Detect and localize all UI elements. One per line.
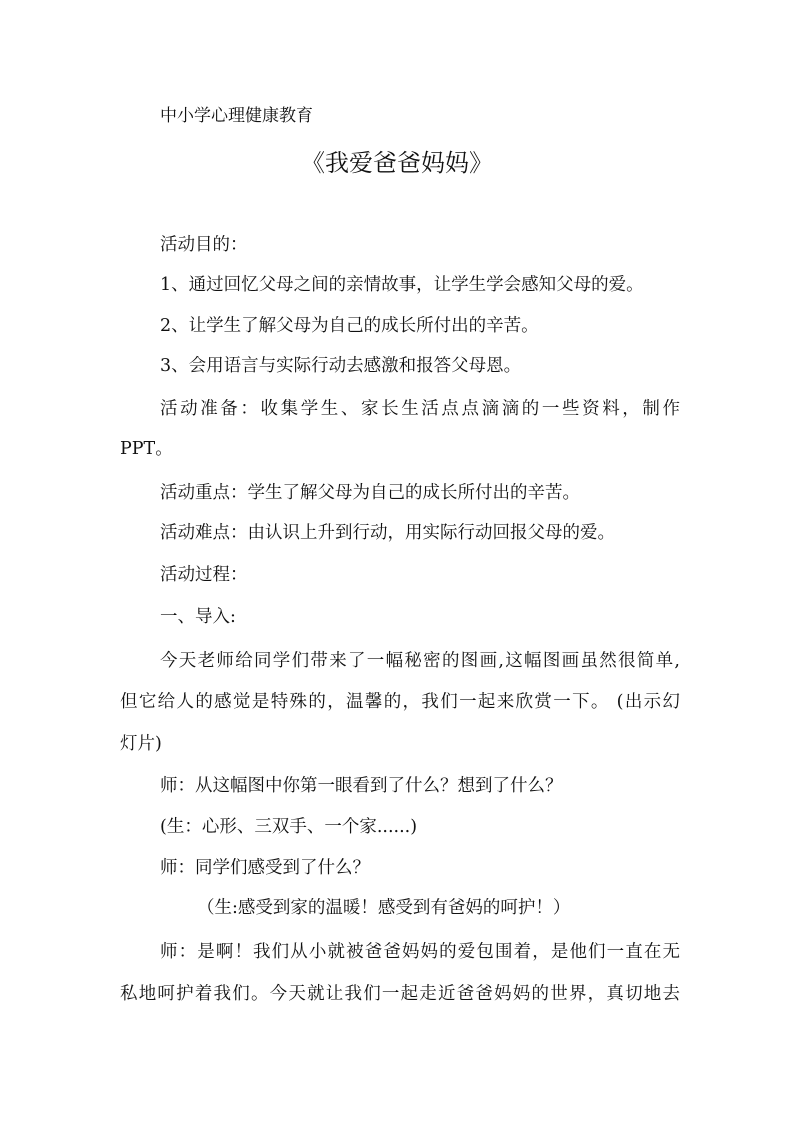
difficulty-point: 活动难点：由认识上升到行动，用实际行动回报父母的爱。 xyxy=(160,523,615,543)
intro-paragraph-line-3: 灯片) xyxy=(120,734,162,754)
preparation-line-2: PPT。 xyxy=(120,439,173,459)
document-title: 《我爱爸爸妈妈》 xyxy=(301,149,493,177)
student-answer-2: （生:感受到家的温暖！感受到有爸妈的呵护！） xyxy=(197,898,571,918)
teacher-response-line-2: 私地呵护着我们。今天就让我们一起走近爸爸妈妈的世界，真切地去 xyxy=(120,984,680,1004)
intro-paragraph-line-1: 今天老师给同学们带来了一幅秘密的图画,这幅图画虽然很简单, xyxy=(160,651,680,671)
process-heading: 活动过程： xyxy=(160,565,248,585)
key-point: 活动重点：学生了解父母为自己的成长所付出的辛苦。 xyxy=(160,483,580,503)
goal-item-2: 2、让学生了解父母为自己的成长所付出的辛苦。 xyxy=(160,316,539,336)
teacher-response-line-1: 师：是啊！我们从小就被爸爸妈妈的爱包围着，是他们一直在无 xyxy=(160,942,680,962)
section-1-heading: 一、导入: xyxy=(160,607,236,627)
teacher-question-1: 师：从这幅图中你第一眼看到了什么？想到了什么？ xyxy=(160,776,563,796)
intro-paragraph-line-2: 但它给人的感觉是特殊的，温馨的，我们一起来欣赏一下。 (出示幻 xyxy=(120,692,680,712)
goals-heading: 活动目的： xyxy=(160,235,248,255)
student-answer-1: (生：心形、三双手、一个家......) xyxy=(160,817,418,837)
teacher-question-2: 师：同学们感受到了什么？ xyxy=(160,858,370,878)
goal-item-3: 3、会用语言与实际行动去感激和报答父母恩。 xyxy=(160,356,522,376)
goal-item-1: 1、通过回忆父母之间的亲情故事，让学生学会感知父母的爱。 xyxy=(160,275,644,295)
subject-heading: 中小学心理健康教育 xyxy=(160,106,313,126)
preparation-line-1: 活动准备：收集学生、家长生活点点滴滴的一些资料，制作 xyxy=(160,399,680,419)
